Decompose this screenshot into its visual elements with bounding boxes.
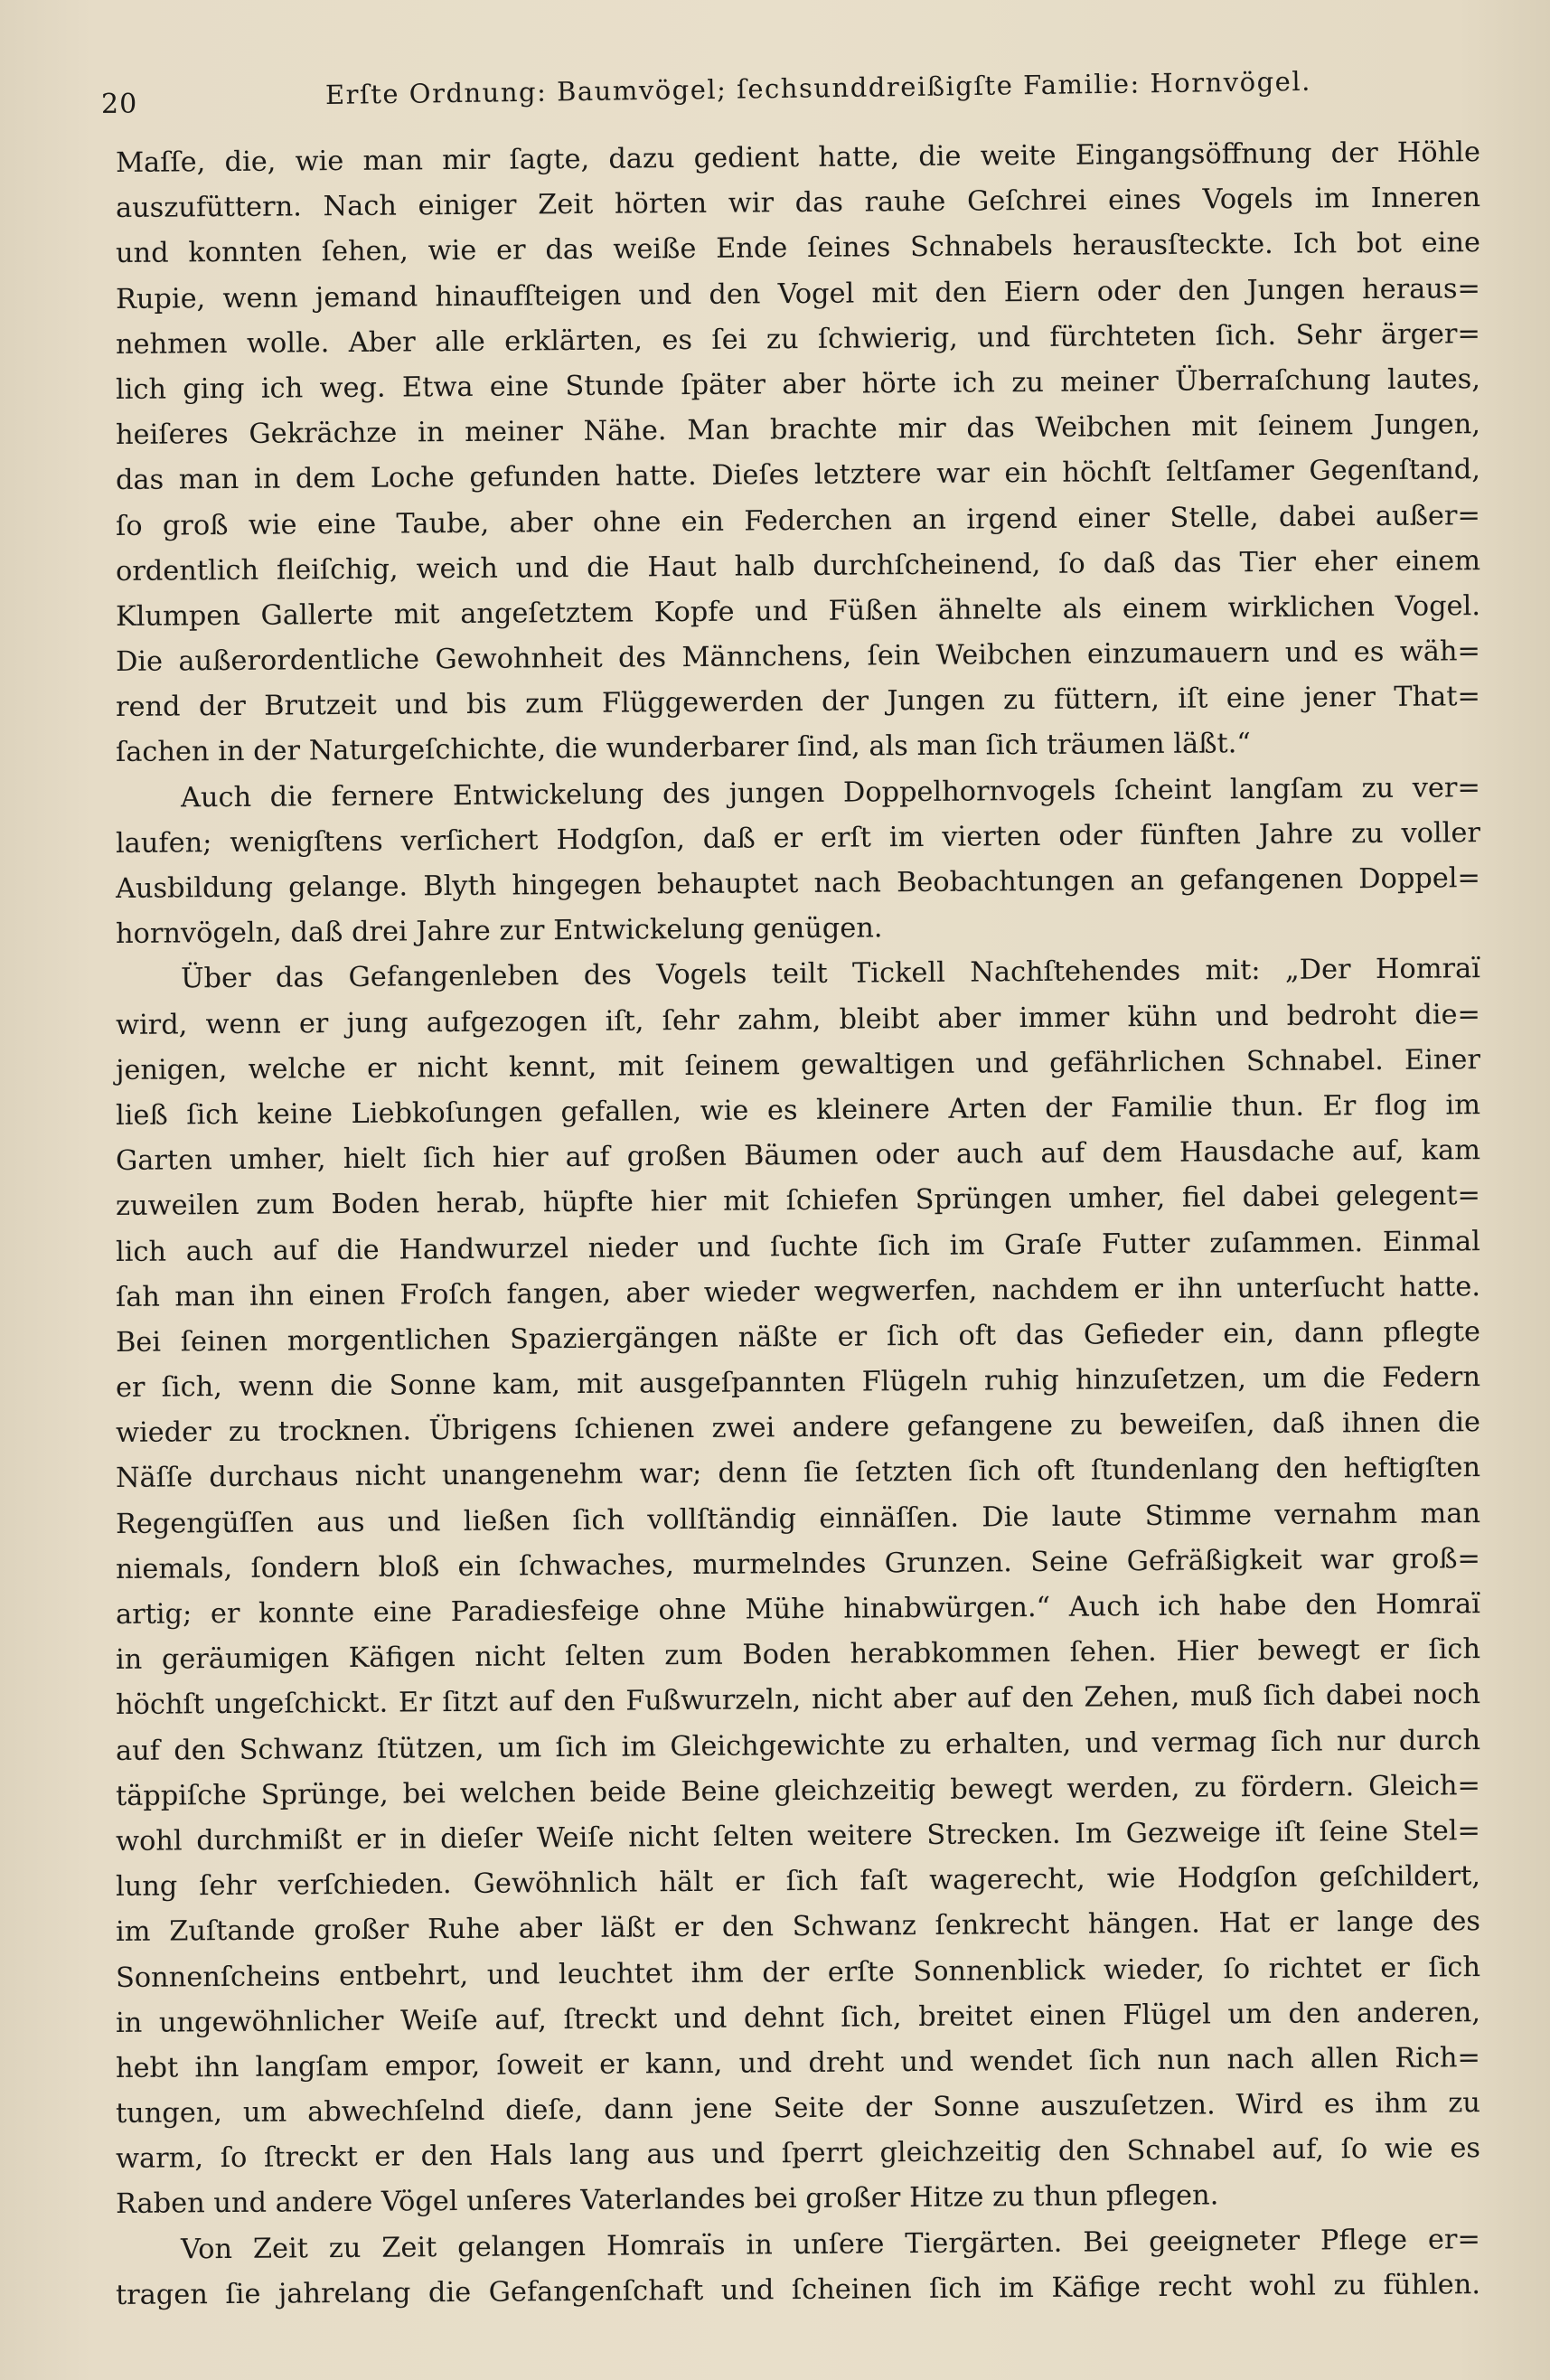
text-line: warm, ſo ſtreckt er den Hals lang aus und ſperrt gleichzeitig den Schnabel auf, ſo wie es bbox=[115, 2132, 1481, 2176]
text-line: zuweilen zum Boden herab, hüpfte hier mit ſchiefen Sprüngen umher, fiel dabei gelegent= bbox=[115, 1180, 1481, 1223]
text-line: das man in dem Loche gefunden hatte. Dieſes letztere war ein höchſt ſeltſamer Gegenſtand, bbox=[115, 454, 1481, 497]
text-line: Klumpen Gallerte mit angeſetztem Kopfe und Füßen ähnelte als einem wirklichen Vogel. bbox=[115, 590, 1481, 633]
text-line: Rupie, wenn jemand hinaufſteigen und den Vogel mit den Eiern oder den Jungen heraus= bbox=[115, 272, 1481, 315]
body-text bbox=[115, 136, 1481, 2319]
text-line: laufen; wenigſtens verſichert Hodgſon, daß er erſt im vierten oder fünften Jahre zu voller bbox=[115, 816, 1481, 860]
text-line: tragen ſie jahrelang die Gefangenſchaft und ſcheinen ſich im Käfige recht wohl zu fühlen. bbox=[115, 2268, 1481, 2311]
text-line: höchſt ungeſchickt. Er ſitzt auf den Fußwurzeln, nicht aber auf den Zehen, muß ſich dabei noch bbox=[115, 1679, 1481, 1722]
text-line: jenigen, welche er nicht kennt, mit ſeinem gewaltigen und gefährlichen Schnabel. Einer bbox=[115, 1043, 1481, 1087]
text-line: im Zuſtande großer Ruhe aber läßt er den Schwanz ſenkrecht hängen. Hat er lange des bbox=[115, 1905, 1481, 1949]
text-line: wird, wenn er jung aufgezogen iſt, ſehr zahm, bleibt aber immer kühn und bedroht die= bbox=[115, 998, 1481, 1041]
text-line: lung ſehr verſchieden. Gewöhnlich hält er ſich faſt wagerecht, wie Hodgſon geſchildert, bbox=[115, 1860, 1481, 1904]
text-line: ſo groß wie eine Taube, aber ohne ein Federchen an irgend einer Stelle, dabei außer= bbox=[115, 499, 1481, 542]
text-line: Raben und andere Vögel unſeres Vaterlandes bei großer Hitze zu thun pflegen. bbox=[115, 2179, 1219, 2221]
text-line: täppiſche Sprünge, bei welchen beide Beine gleichzeitig bewegt werden, zu fördern. Gleich= bbox=[115, 1769, 1481, 1812]
text-line: in ungewöhnlicher Weiſe auf, ſtreckt und dehnt ſich, breitet einen Flügel um den anderen, bbox=[115, 1996, 1481, 2039]
text-line: lich auch auf die Handwurzel nieder und ſuchte ſich im Graſe Futter zuſammen. Einmal bbox=[115, 1225, 1481, 1268]
text-line: wohl durchmißt er in dieſer Weiſe nicht ſelten weitere Strecken. Im Gezweige iſt ſeine Stel= bbox=[115, 1815, 1481, 1858]
text-line: Die außerordentliche Gewohnheit des Männchens, ſein Weibchen einzumauern und es wäh= bbox=[115, 635, 1481, 679]
text-line: Ausbildung gelange. Blyth hingegen behauptet nach Beobachtungen an gefangenen Doppel= bbox=[115, 862, 1481, 905]
page-header bbox=[101, 63, 1457, 127]
text-line: artig; er konnte eine Paradiesfeige ohne Mühe hinabwürgen.“ Auch ich habe den Homraï bbox=[115, 1588, 1481, 1631]
text-line: nehmen wolle. Aber alle erklärten, es ſei zu ſchwierig, und fürchteten ſich. Sehr ärger= bbox=[115, 317, 1481, 361]
text-line: Regengüſſen aus und ließen ſich vollſtändig einnäſſen. Die laute Stimme vernahm man bbox=[115, 1497, 1481, 1540]
text-line: Auch die fernere Entwickelung des jungen Doppelhornvogels ſcheint langſam zu ver= bbox=[180, 771, 1481, 814]
text-line: ordentlich fleiſchig, weich und die Haut halb durchſcheinend, ſo daß das Tier eher einem bbox=[115, 544, 1481, 588]
text-line: rend der Brutzeit und bis zum Flüggewerden der Jungen zu füttern, iſt eine jener That= bbox=[115, 681, 1481, 724]
text-line: Über das Gefangenleben des Vogels teilt Tickell Nachſtehendes mit: „Der Homraï bbox=[180, 953, 1481, 995]
running-title: Erſte Ordnung: Baumvögel; ſechsunddreißigſte Familie: Hornvögel. bbox=[324, 65, 1312, 110]
text-line: Bei ſeinen morgentlichen Spaziergängen näßte er ſich oft das Gefieder ein, dann pflegte bbox=[115, 1316, 1481, 1359]
text-line: Näſſe durchaus nicht unangenehm war; denn ſie ſetzten ſich oft ſtundenlang den heftigſten bbox=[115, 1452, 1481, 1495]
text-line: ließ ſich keine Liebkoſungen gefallen, wie es kleinere Arten der Familie thun. Er flog im bbox=[115, 1089, 1481, 1132]
text-line: in geräumigen Käfigen nicht ſelten zum Boden herabkommen ſehen. Hier bewegt er ſich bbox=[115, 1633, 1481, 1677]
text-line: Sonnenſcheins entbehrt, und leuchtet ihm der erſte Sonnenblick wieder, ſo richtet er ſich bbox=[115, 1951, 1481, 1994]
text-line: heiſeres Gekrächze in meiner Nähe. Man brachte mir das Weibchen mit ſeinem Jungen, bbox=[115, 409, 1481, 452]
text-line: wieder zu trocknen. Übrigens ſchienen zwei andere gefangene zu beweiſen, daß ihnen die bbox=[115, 1406, 1481, 1450]
text-line: auf den Schwanz ſtützen, um ſich im Gleichgewichte zu erhalten, und vermag ſich nur durch bbox=[115, 1724, 1481, 1767]
text-line: niemals, ſondern bloß ein ſchwaches, murmelndes Grunzen. Seine Gefräßigkeit war groß= bbox=[115, 1542, 1481, 1585]
text-line: hornvögeln, daß drei Jahre zur Entwickelung genügen. bbox=[115, 912, 883, 951]
text-line: Von Zeit zu Zeit gelangen Homraïs in unſere Tiergärten. Bei geeigneter Pflege er= bbox=[180, 2223, 1481, 2266]
text-line: auszufüttern. Nach einiger Zeit hörten wir das rauhe Geſchrei eines Vogels im Inneren bbox=[115, 182, 1481, 225]
text-line: lich ging ich weg. Etwa eine Stunde ſpäter aber hörte ich zu meiner Überraſchung lautes, bbox=[115, 363, 1481, 406]
text-line: hebt ihn langſam empor, ſoweit er kann, und dreht und wendet ſich nun nach allen Rich= bbox=[115, 2042, 1481, 2084]
page-number: 20 bbox=[101, 89, 138, 120]
text-line: und konnten ſehen, wie er das weiße Ende ſeines Schnabels herausſteckte. Ich bot eine bbox=[115, 227, 1481, 270]
text-line: ſachen in der Naturgeſchichte, die wunderbarer ſind, als man ſich träumen läßt.“ bbox=[115, 728, 1252, 769]
text-line: tungen, um abwechſelnd dieſe, dann jene Seite der Sonne auszuſetzen. Wird es ihm zu bbox=[115, 2087, 1481, 2131]
text-line: Maſſe, die, wie man mir ſagte, dazu gedient hatte, die weite Eingangsöffnung der Höhle bbox=[115, 136, 1481, 179]
text-line: ſah man ihn einen Froſch fangen, aber wieder wegwerfen, nachdem er ihn unterſucht hatte. bbox=[115, 1270, 1481, 1313]
text-line: Garten umher, hielt ſich hier auf großen Bäumen oder auch auf dem Hausdache auf, kam bbox=[115, 1134, 1481, 1178]
text-line: er ſich, wenn die Sonne kam, mit ausgeſpannten Flügeln ruhig hinzuſetzen, um die Federn bbox=[115, 1361, 1481, 1405]
